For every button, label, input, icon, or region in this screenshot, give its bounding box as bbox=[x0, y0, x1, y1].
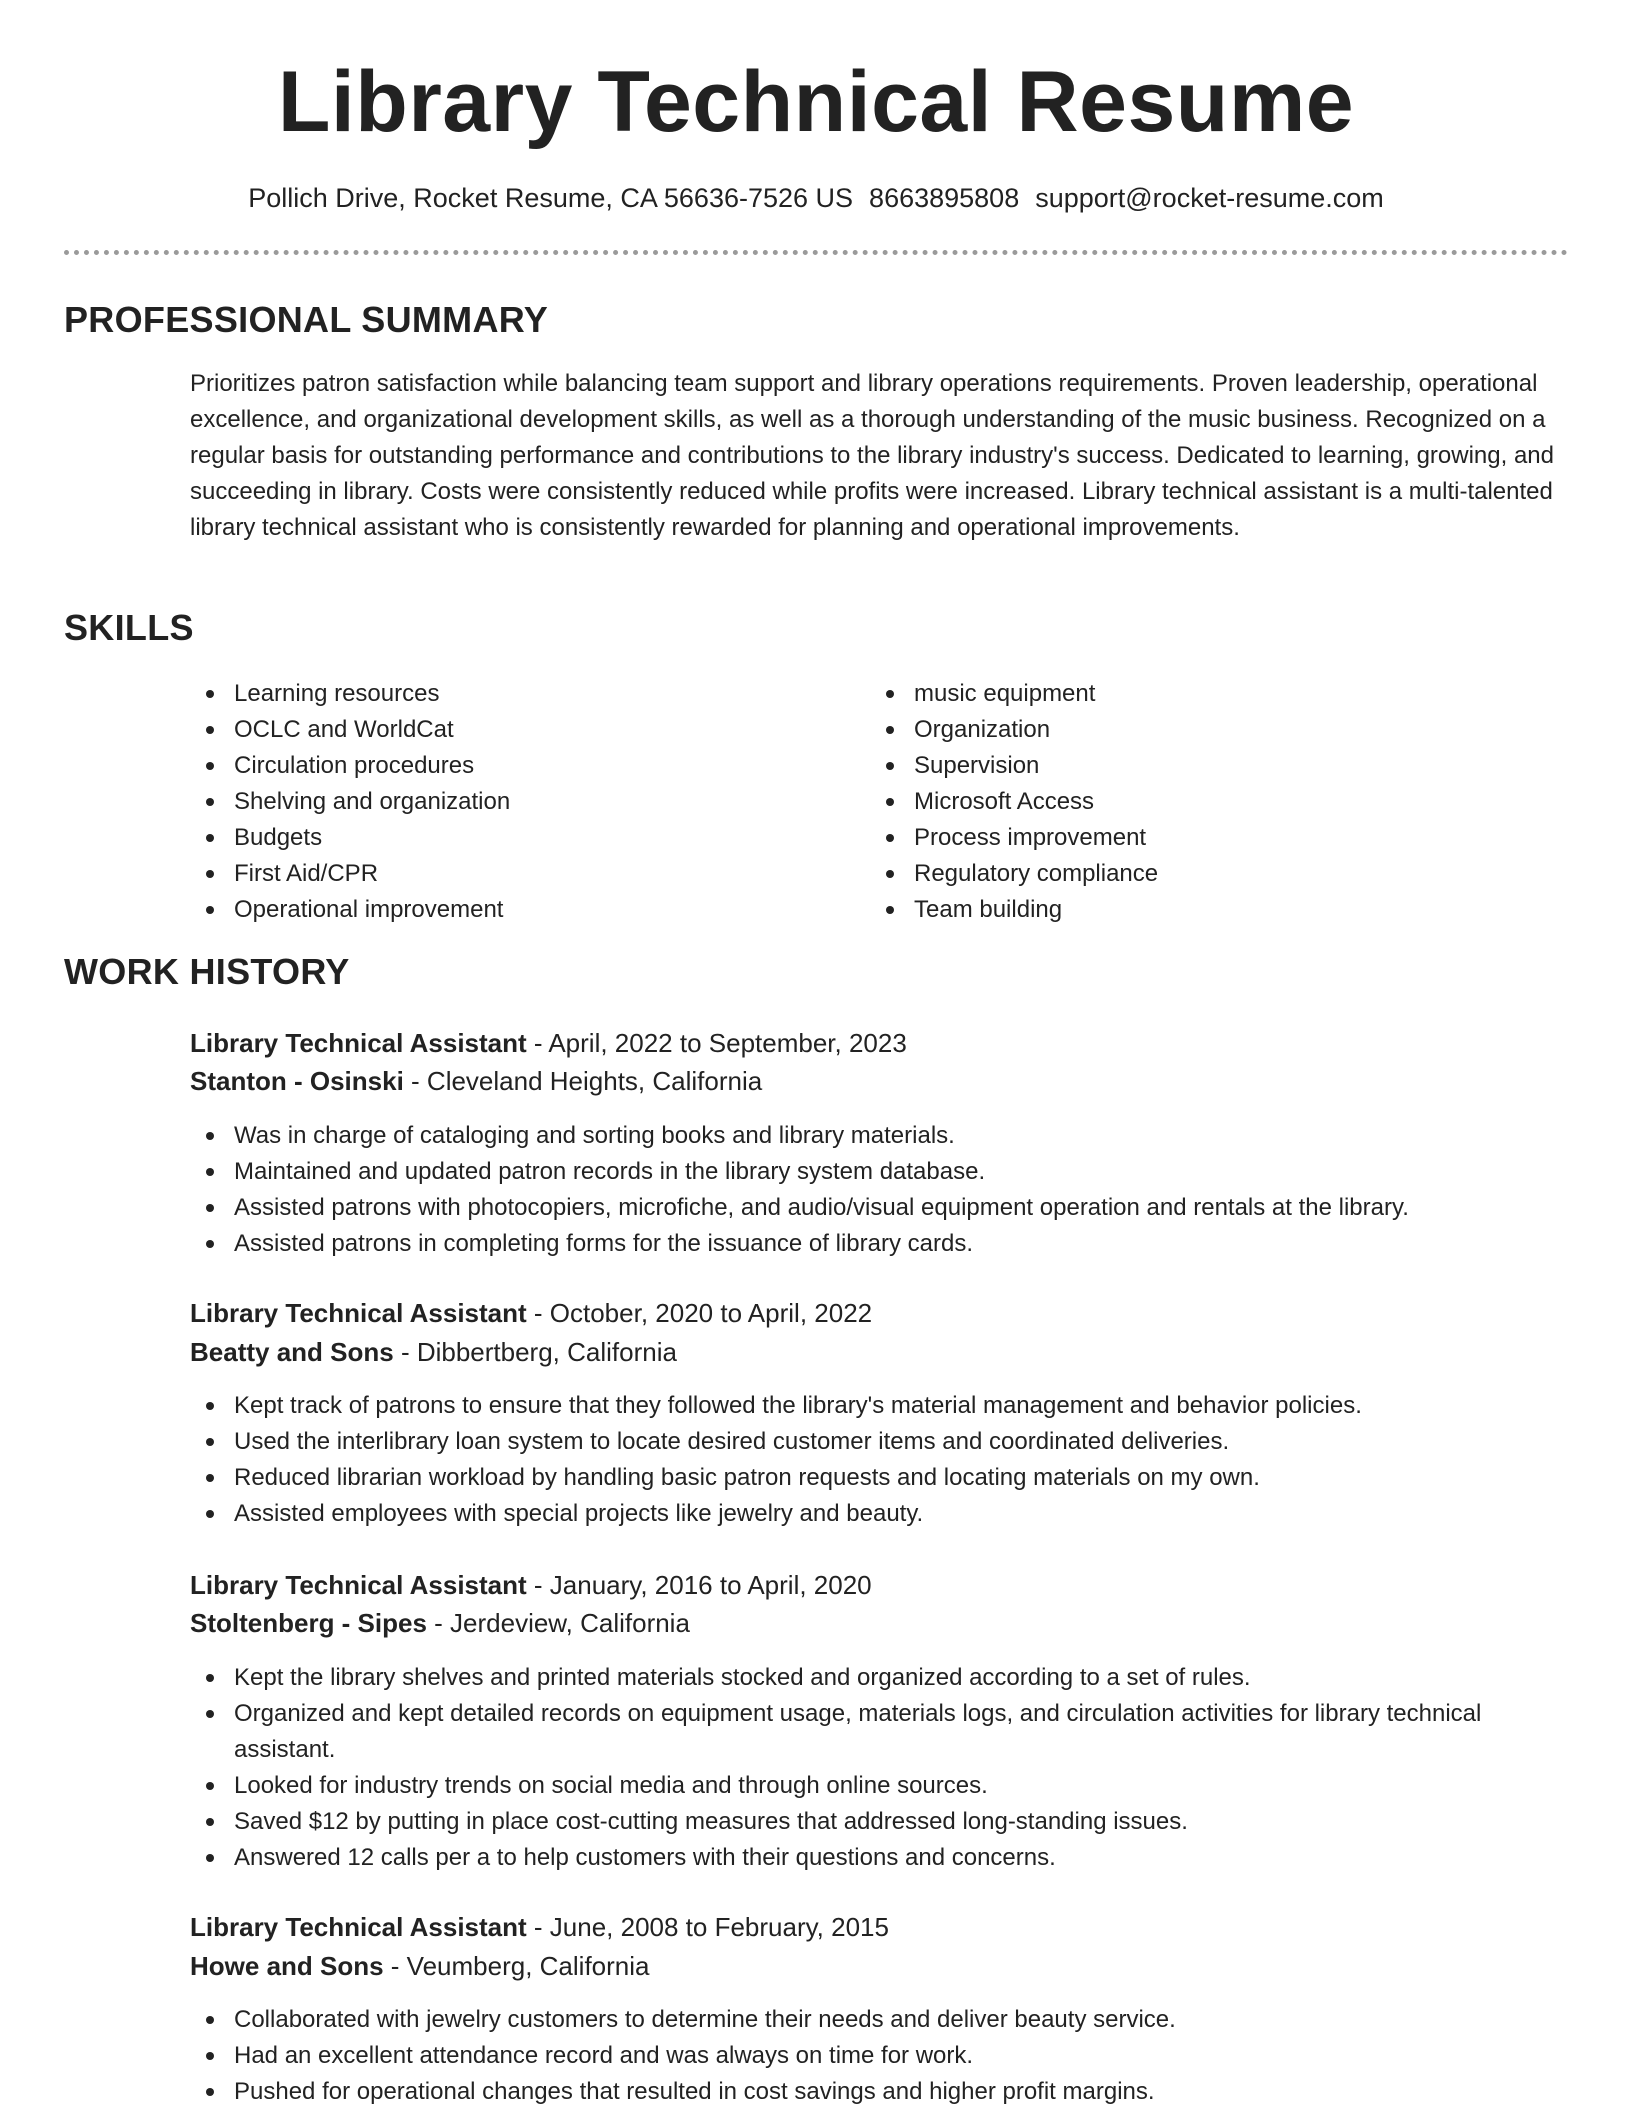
resume-title: Library Technical Resume bbox=[277, 54, 1355, 150]
job-company: Beatty and Sons bbox=[190, 1337, 394, 1367]
duty-item: Collaborated with jewelry customers to determine their needs and deliver beauty service. bbox=[190, 2002, 1570, 2038]
summary-text: Prioritizes patron satisfaction while balancing team support and library operations requirements. Proven leadership, operational excellence, and organizational development skills, as well as a thorough understanding of the music business. Recognized on a regular basis for outstanding performance and contributions to the library industry's success. Dedicated to learning, growing, and succeeding in library. Costs were consistently reduced while profits were increased. Library technical assistant is a multi-talented library technical assistant who is consistently rewarded for planning and operational improvements. bbox=[190, 370, 1554, 541]
job-location: - Cleveland Heights, California bbox=[403, 1066, 763, 1096]
job-title-line bbox=[190, 1294, 1570, 1332]
duty-item: Kept track of patrons to ensure that they followed the library's material management and behavior policies. bbox=[190, 1388, 1570, 1424]
duty-item: Used the interlibrary loan system to locate desired customer items and coordinated deliveries. bbox=[190, 1424, 1570, 1460]
job-location: - Jerdeview, California bbox=[426, 1608, 690, 1638]
job-company-line bbox=[190, 1947, 1570, 1985]
job-title: Library Technical Assistant bbox=[190, 1570, 527, 1600]
skills-left-column bbox=[190, 676, 810, 928]
skill-item: Regulatory compliance bbox=[870, 856, 1490, 892]
job-company-line bbox=[190, 1062, 1570, 1100]
skill-item: Process improvement bbox=[870, 820, 1490, 856]
duty-item: Was in charge of cataloging and sorting books and library materials. bbox=[190, 1118, 1570, 1154]
duty-item: Maintained and updated patron records in the library system database. bbox=[190, 1154, 1570, 1190]
job-company-line bbox=[190, 1333, 1570, 1371]
contact-phone: 8663895808 bbox=[869, 183, 1020, 213]
contact-line bbox=[0, 180, 1632, 216]
duty-item: Organized and kept detailed records on equipment usage, materials logs, and circulation activities for library technical assistant. bbox=[190, 1696, 1570, 1768]
job-duties bbox=[190, 1660, 1570, 1876]
job-company-line bbox=[190, 1604, 1570, 1642]
job-title: Library Technical Assistant bbox=[190, 1028, 527, 1058]
skill-item: Budgets bbox=[190, 820, 810, 856]
skill-item: music equipment bbox=[870, 676, 1490, 712]
skill-item: Learning resources bbox=[190, 676, 810, 712]
job-title-line bbox=[190, 1908, 1570, 1946]
skill-item: Microsoft Access bbox=[870, 784, 1490, 820]
job-dates: - October, 2020 to April, 2022 bbox=[526, 1298, 873, 1328]
duty-item: Reduced librarian workload by handling basic patron requests and locating materials on my own. bbox=[190, 1460, 1570, 1496]
job-title-line bbox=[190, 1566, 1570, 1604]
duty-item: Pushed for operational changes that resulted in cost savings and higher profit margins. bbox=[190, 2074, 1570, 2110]
summary-heading: PROFESSIONAL SUMMARY bbox=[64, 299, 549, 340]
duty-item: Saved $12 by putting in place cost-cutting measures that addressed long-standing issues. bbox=[190, 1804, 1570, 1840]
skill-item: Operational improvement bbox=[190, 892, 810, 928]
skill-item: Shelving and organization bbox=[190, 784, 810, 820]
skill-item: Circulation procedures bbox=[190, 748, 810, 784]
duty-item: Assisted employees with special projects like jewelry and beauty. bbox=[190, 1496, 1570, 1532]
job-dates: - January, 2016 to April, 2020 bbox=[526, 1570, 872, 1600]
contact-address: Pollich Drive, Rocket Resume, CA 56636-7526 US bbox=[248, 183, 854, 213]
duty-item: Assisted patrons with photocopiers, microfiche, and audio/visual equipment operation and rentals at the library. bbox=[190, 1190, 1570, 1226]
job-dates: - June, 2008 to February, 2015 bbox=[526, 1912, 889, 1942]
skill-item: First Aid/CPR bbox=[190, 856, 810, 892]
duty-item: Answered 12 calls per a to help customers with their questions and concerns. bbox=[190, 1840, 1570, 1876]
job-company: Stanton - Osinski bbox=[190, 1066, 404, 1096]
contact-email: support@rocket-resume.com bbox=[1035, 183, 1384, 213]
job-company: Howe and Sons bbox=[190, 1951, 384, 1981]
skill-item: Supervision bbox=[870, 748, 1490, 784]
skills-right-column bbox=[870, 676, 1490, 928]
job-location: - Dibbertberg, California bbox=[393, 1337, 677, 1367]
job-location: - Veumberg, California bbox=[383, 1951, 650, 1981]
duty-item: Looked for industry trends on social media and through online sources. bbox=[190, 1768, 1570, 1804]
work-history-heading: WORK HISTORY bbox=[64, 951, 350, 992]
job-company: Stoltenberg - Sipes bbox=[190, 1608, 427, 1638]
duty-item: Kept the library shelves and printed materials stocked and organized according to a set of rules. bbox=[190, 1660, 1570, 1696]
skill-item: Team building bbox=[870, 892, 1490, 928]
skill-item: Organization bbox=[870, 712, 1490, 748]
job-dates: - April, 2022 to September, 2023 bbox=[526, 1028, 907, 1058]
job-title: Library Technical Assistant bbox=[190, 1298, 527, 1328]
duty-item: Assisted patrons in completing forms for the issuance of library cards. bbox=[190, 1226, 1570, 1262]
skills-heading: SKILLS bbox=[64, 607, 194, 648]
header-divider bbox=[64, 250, 1568, 255]
job-duties bbox=[190, 1388, 1570, 1532]
job-duties bbox=[190, 2002, 1570, 2110]
duty-item: Had an excellent attendance record and was always on time for work. bbox=[190, 2038, 1570, 2074]
job-duties bbox=[190, 1118, 1570, 1262]
skill-item: OCLC and WorldCat bbox=[190, 712, 810, 748]
job-title: Library Technical Assistant bbox=[190, 1912, 527, 1942]
job-title-line bbox=[190, 1024, 1570, 1062]
